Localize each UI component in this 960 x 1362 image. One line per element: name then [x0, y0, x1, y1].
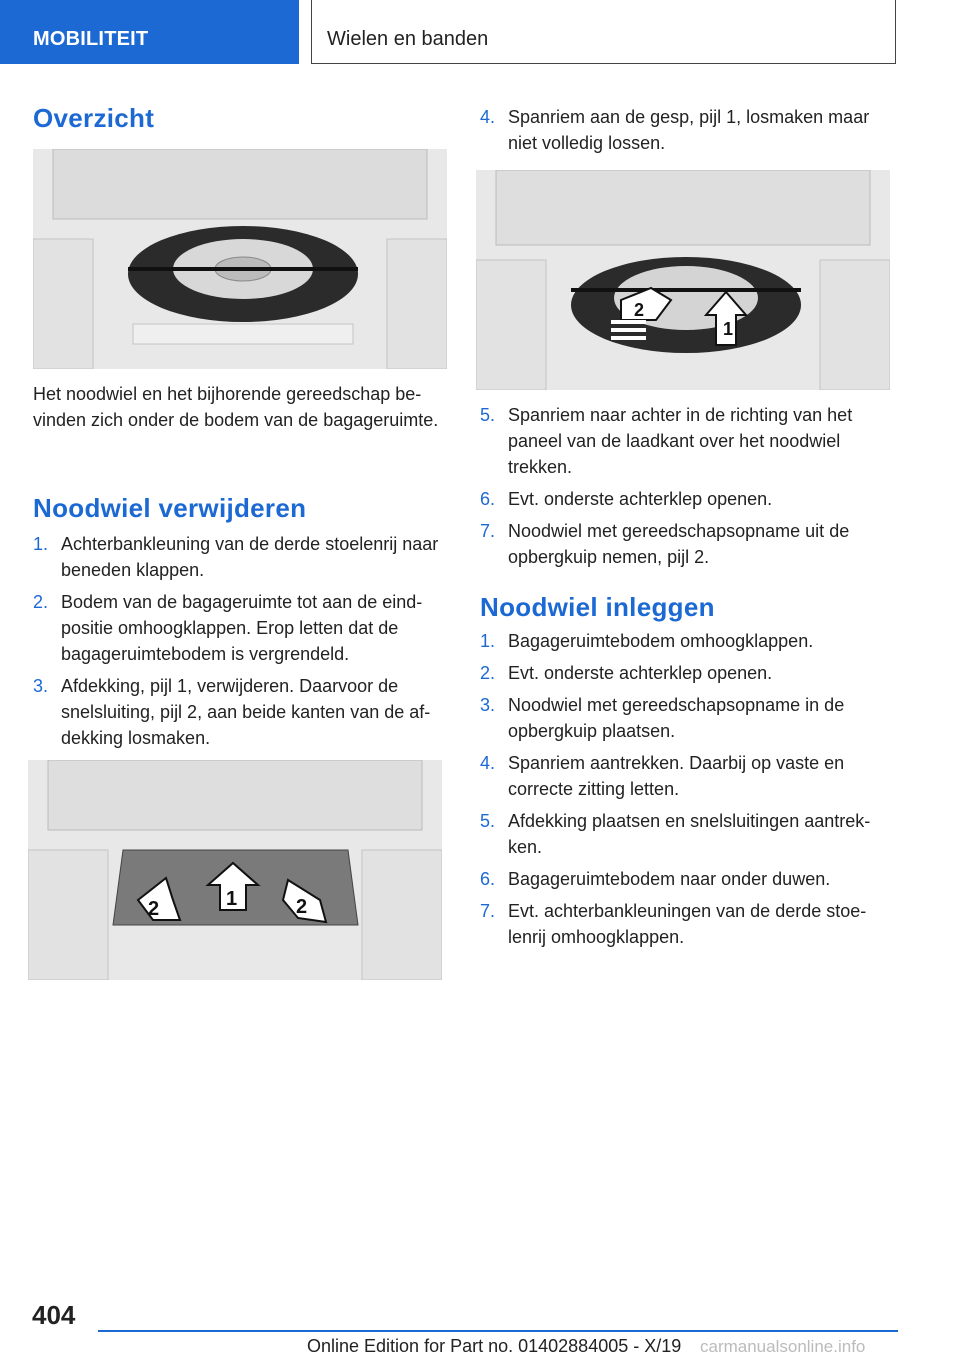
insert-steps	[480, 628, 894, 956]
remove-steps-part2a	[480, 104, 894, 162]
step-text: Bagageruimtebodem omhoogklappen.	[508, 631, 814, 651]
step-number: 3.	[33, 676, 49, 696]
step-text: Afdekking plaatsen en snelsluitingen aantrekken.	[508, 811, 871, 857]
spare-wheel-overview-illustration	[33, 149, 447, 369]
step-number: 5.	[480, 405, 496, 425]
step-number: 1.	[33, 534, 49, 554]
overview-heading: Overzicht	[33, 103, 155, 133]
insert-heading: Noodwiel inleggen	[480, 592, 715, 622]
step-text: Evt. onderste achterklep openen.	[508, 663, 773, 683]
strap-arrow-1-label: 1	[723, 319, 734, 339]
footer-edition: Online Edition for Part no. 01402884005 - X/19	[307, 1336, 682, 1356]
step-text: Spanriem aan de gesp, pijl 1, losmaken maar niet volledig lossen.	[508, 107, 870, 153]
step-number: 4.	[480, 107, 496, 127]
footer-divider	[98, 1330, 898, 1332]
list-item	[480, 750, 894, 802]
list-item	[480, 808, 894, 860]
overview-figure	[33, 149, 447, 369]
step-text: Bodem van de bagageruimte tot aan de eindpositie omhoogklappen. Erop letten dat de bagageruimtebodem is vergrendeld.	[61, 592, 423, 664]
cover-arrow-1-label: 1	[226, 888, 238, 910]
cover-arrow-2-left-label: 2	[148, 898, 160, 920]
remove-heading: Noodwiel verwijderen	[33, 493, 307, 523]
step-number: 6.	[480, 869, 496, 889]
step-number: 2.	[480, 663, 496, 683]
list-item	[480, 866, 894, 892]
step-number: 1.	[480, 631, 496, 651]
list-item	[480, 518, 894, 570]
list-item	[33, 673, 449, 751]
list-item	[480, 692, 894, 744]
step-text: Evt. onderste achterklep openen.	[508, 489, 773, 509]
cover-arrow-2-right-label: 2	[296, 896, 308, 918]
list-item	[480, 104, 894, 156]
strap-arrow-2-label: 2	[634, 300, 645, 320]
step-text: Achterbankleuning van de derde stoelenrij naar beneden klappen.	[61, 534, 439, 580]
footer-watermark: carmanualsonline.info	[700, 1337, 866, 1356]
step-number: 7.	[480, 521, 496, 541]
step-text: Evt. achterbankleuningen van de derde stoelenrij omhoogklappen.	[508, 901, 867, 947]
header-section-tab	[0, 0, 299, 64]
page-number: 404	[32, 1300, 76, 1330]
step-number: 2.	[33, 592, 49, 612]
list-item	[480, 660, 894, 686]
list-item	[480, 402, 894, 480]
strap-release-figure	[476, 170, 890, 390]
list-item	[480, 486, 894, 512]
header-chapter-label: Wielen en banden	[327, 28, 489, 50]
cover-removal-illustration	[28, 760, 442, 980]
list-item	[480, 628, 894, 654]
header-section-label: MOBILITEIT	[33, 28, 149, 50]
step-number: 5.	[480, 811, 496, 831]
overview-text: Het noodwiel en het bijhorende gereedschap bevinden zich onder de bodem van de bagageruimte.	[33, 384, 439, 430]
step-text: Bagageruimtebodem naar onder duwen.	[508, 869, 831, 889]
header-chapter-box	[311, 0, 896, 64]
strap-release-illustration	[476, 170, 890, 390]
list-item	[33, 589, 449, 667]
step-text: Afdekking, pijl 1, verwijderen. Daarvoor de snelsluiting, pijl 2, aan beide kanten van de afdekking losmaken.	[61, 676, 431, 748]
step-number: 7.	[480, 901, 496, 921]
remove-steps-part2b	[480, 402, 894, 576]
list-item	[33, 531, 449, 583]
step-text: Spanriem aantrekken. Daarbij op vaste en correcte zitting letten.	[508, 753, 845, 799]
step-number: 4.	[480, 753, 496, 773]
cover-removal-figure	[28, 760, 442, 980]
step-number: 3.	[480, 695, 496, 715]
step-number: 6.	[480, 489, 496, 509]
remove-steps-part1	[33, 531, 449, 757]
step-text: Noodwiel met gereedschapsopname in de opbergkuip plaatsen.	[508, 695, 845, 741]
list-item	[480, 898, 894, 950]
step-text: Noodwiel met gereedschapsopname uit de opbergkuip nemen, pijl 2.	[508, 521, 850, 567]
step-text: Spanriem naar achter in de richting van het paneel van de laadkant over het noodwiel trekken.	[508, 405, 853, 477]
